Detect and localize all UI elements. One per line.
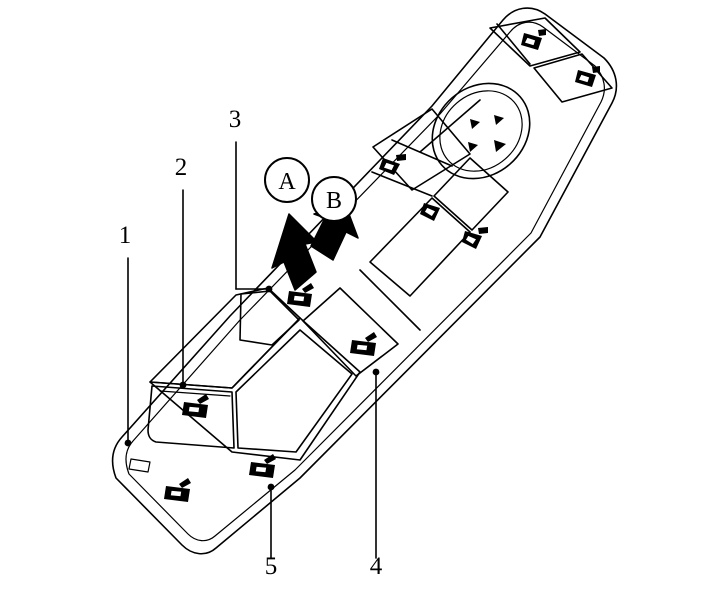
window-switch-icon-front-left: [287, 283, 314, 307]
window-switch-icon-lower: [164, 478, 191, 502]
callout-label-4: 4: [369, 553, 383, 580]
leader-dot-2: [180, 382, 187, 389]
window-switch-icon-rear-left: [182, 394, 209, 418]
window-switch-icon-rear-right: [249, 454, 276, 478]
window-switch-icon-front-right: [350, 332, 377, 356]
panel-outline: [113, 8, 617, 554]
lower-switch-cluster: [129, 283, 398, 502]
leader-dot-4: [373, 369, 380, 376]
callout-label-2: 2: [174, 154, 188, 181]
bubble-B: [312, 177, 356, 221]
mirror-control-cluster: [360, 64, 549, 330]
mirror-adjust-icon: [462, 227, 488, 249]
bubble-A: [265, 158, 309, 202]
bubble-B-label: B: [325, 188, 343, 214]
callout-label-3: 3: [228, 106, 242, 133]
callout-label-1: 1: [118, 222, 132, 249]
door-lock-icon[interactable]: [521, 29, 546, 50]
arrow-press-down: [272, 214, 317, 290]
leader-dot-1: [125, 440, 132, 447]
door-unlock-icon[interactable]: [575, 66, 600, 87]
bubble-A-label: A: [278, 169, 296, 195]
child-lock-icon: [129, 459, 150, 472]
mirror-fold-icon: [420, 203, 440, 221]
door-lock-cluster: [490, 18, 612, 102]
mirror-adjust-pad-icon[interactable]: [413, 64, 549, 199]
callout-label-5: 5: [264, 553, 278, 580]
leader-dot-5: [268, 484, 275, 491]
